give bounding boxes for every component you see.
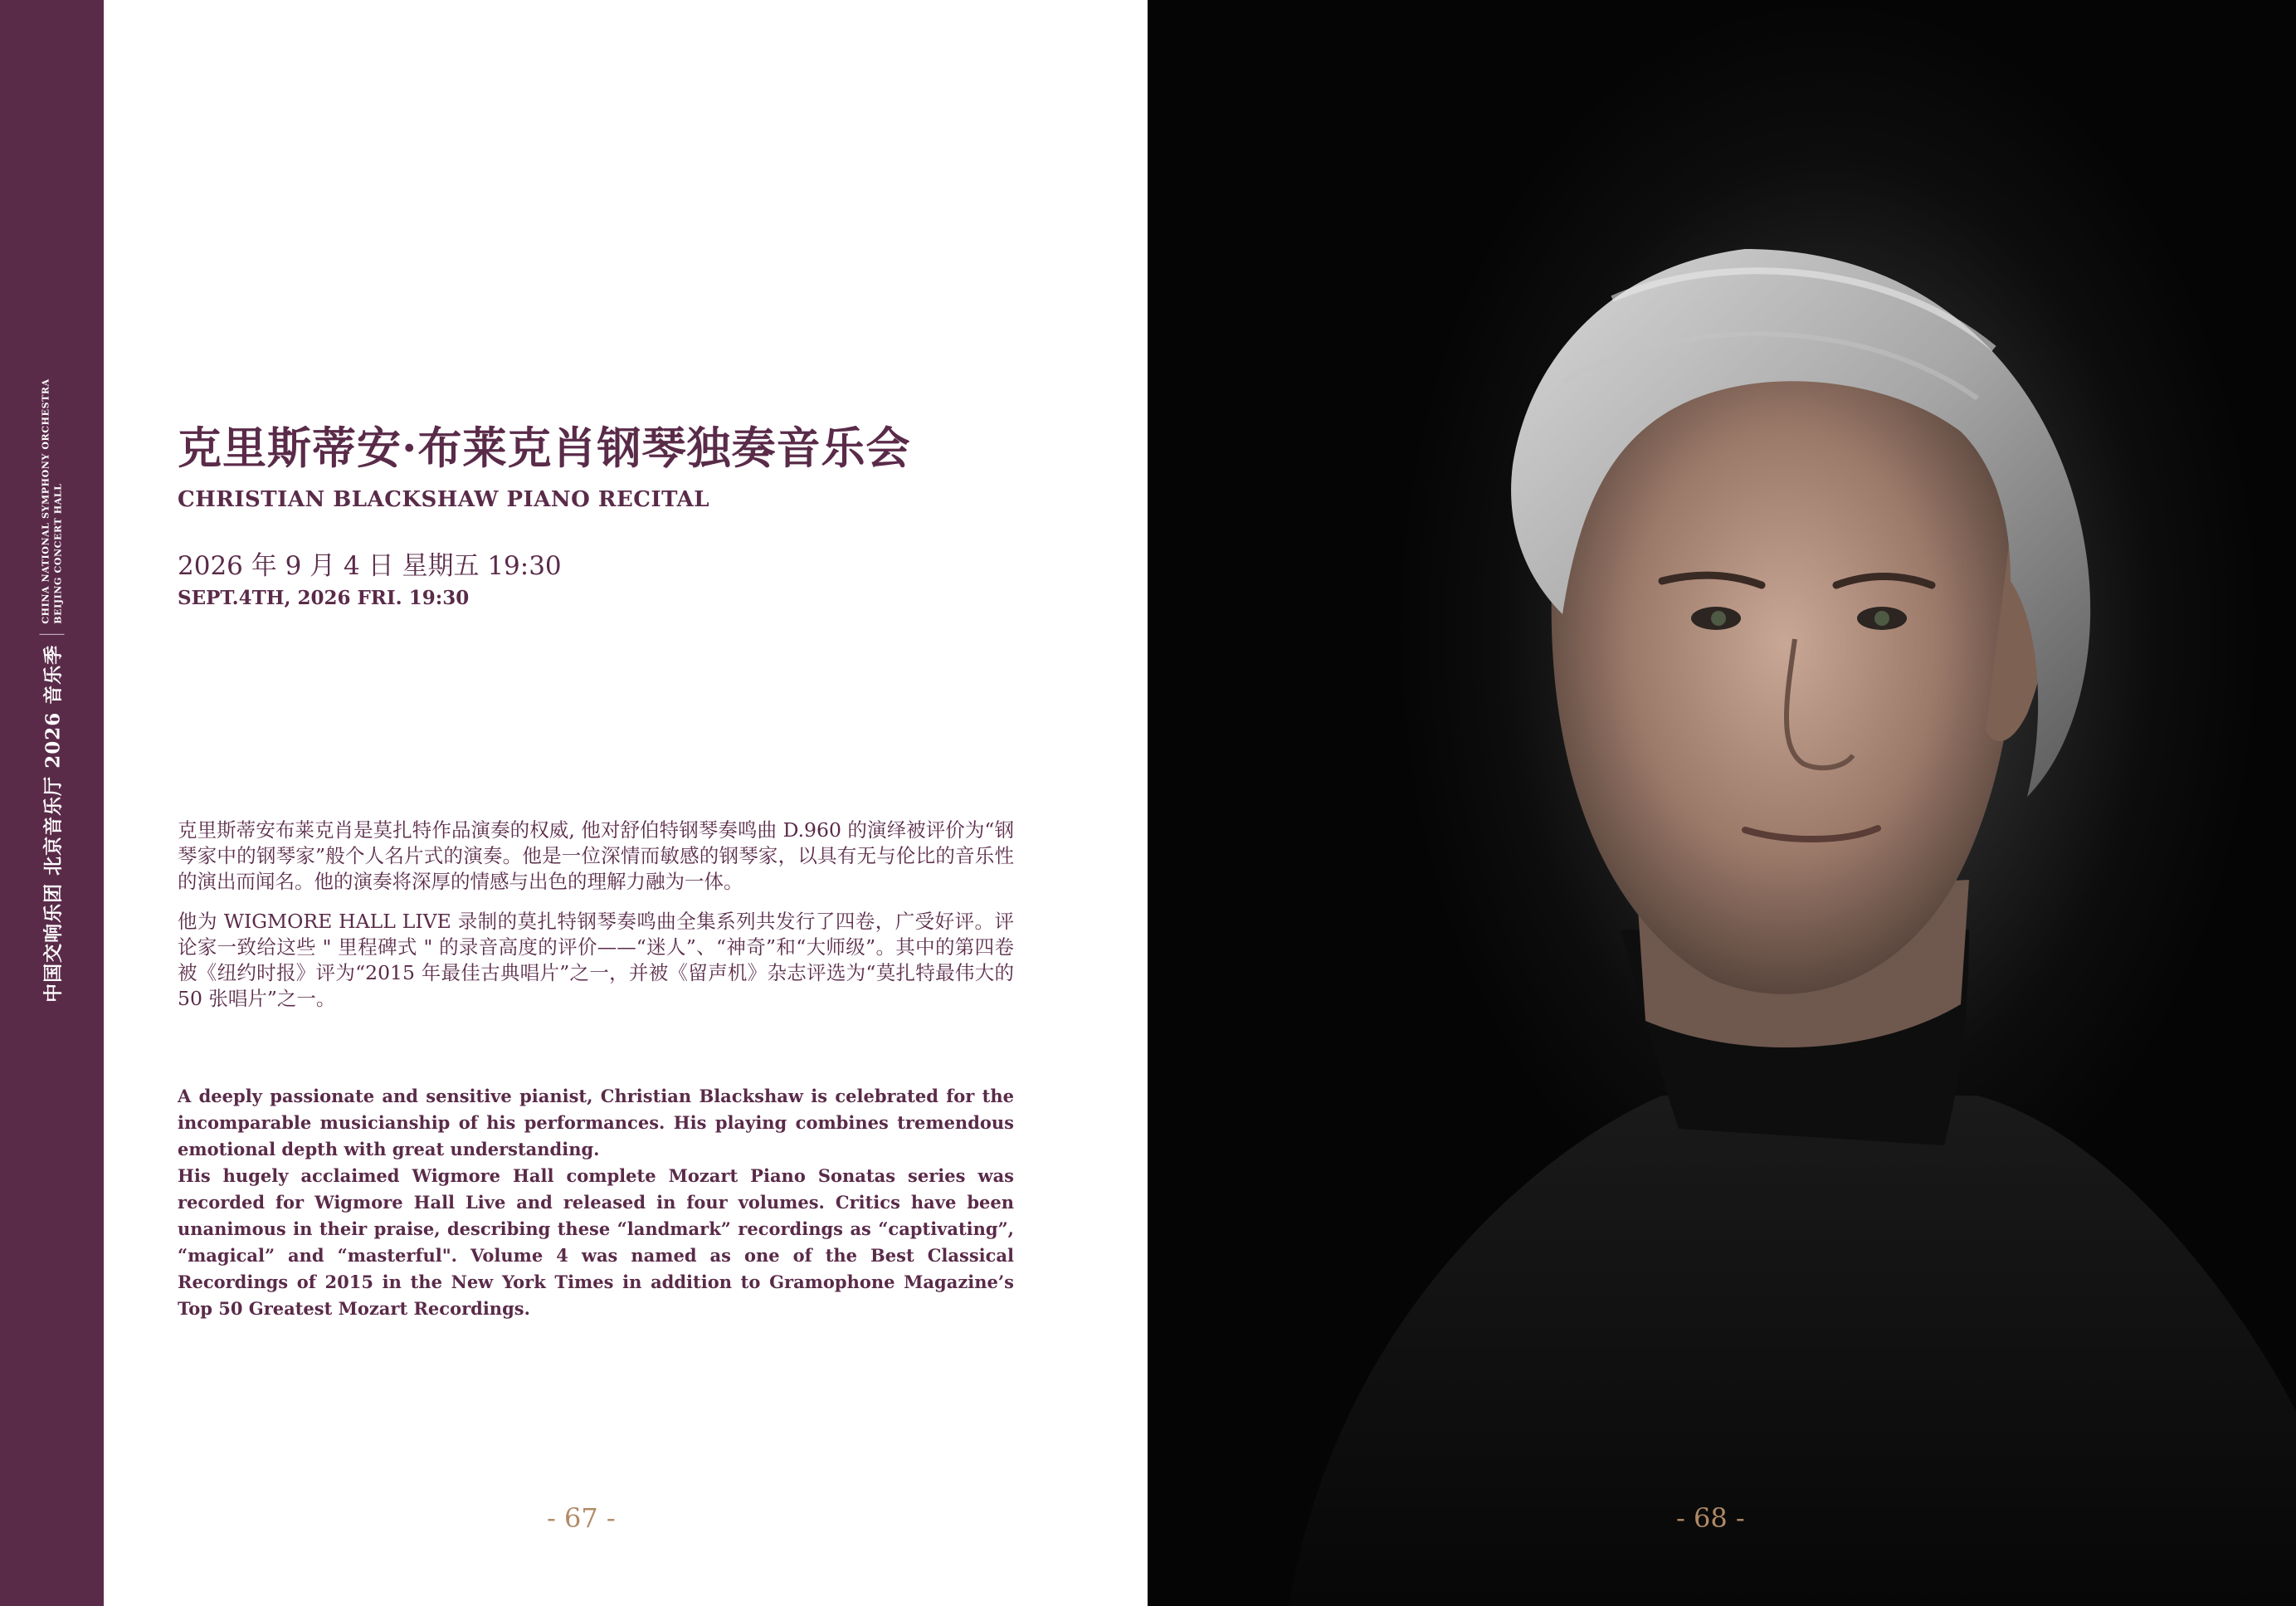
sidebar-en-label — [39, 378, 64, 624]
pianist-portrait — [1148, 0, 2296, 1606]
sidebar-divider — [39, 634, 64, 635]
title-cn: 克里斯蒂安·布莱克肖钢琴独奏音乐会 — [178, 422, 911, 474]
bio-cn-paragraph: 他为 WIGMORE HALL LIVE 录制的莫扎特钢琴奏鸣曲全集系列共发行了四卷，广受好评。评论家一致给这些 " 里程碑式 " 的录音高度的评价——“迷人”、“神奇”和“大师级”。其中的第四卷被《纽约时报》评为“2015 年最佳古典唱片”之一，并被《留声机》杂志评选为“莫扎特最伟大的 50 张唱片”之一。 — [178, 910, 1014, 1010]
page-number-left: - 67 - — [547, 1502, 616, 1534]
left-page — [104, 0, 1148, 1606]
sidebar-en-line1: CHINA NATIONAL SYMPHONY ORCHESTRA — [40, 378, 51, 624]
title-en: CHRISTIAN BLACKSHAW PIANO RECITAL — [178, 487, 710, 512]
bio-cn-paragraph: 克里斯蒂安布莱克肖是莫扎特作品演奏的权威, 他对舒伯特钢琴奏鸣曲 D.960 的演绎被评价为“钢琴家中的钢琴家”般个人名片式的演奏。他是一位深情而敏感的钢琴家，以具有无与伦比的音乐性的演出而闻名。他的演奏将深厚的情感与出色的理解力融为一体。 — [178, 818, 1014, 893]
bio-cn — [178, 818, 1014, 1026]
sidebar-band — [0, 0, 104, 1606]
bio-en-paragraph: A deeply passionate and sensitive pianist, Christian Blackshaw is celebrated for the incomparable musicianship of his performances. His playing combines tremendous emotional depth with great understanding. — [178, 1086, 1014, 1159]
bio-en — [178, 1083, 1014, 1322]
date-en: SEPT.4TH, 2026 FRI. 19:30 — [178, 587, 470, 609]
sidebar-cn-label: 中国交响乐团 北京音乐厅 2026 音乐季 — [41, 644, 65, 1003]
date-cn: 2026 年 9 月 4 日 星期五 19:30 — [178, 551, 562, 581]
sidebar-en-line2: BEIJING CONCERT HALL — [52, 483, 63, 624]
bio-en-paragraph: His hugely acclaimed Wigmore Hall complete Mozart Piano Sonatas series was recorded for Wigmore Hall Live and released in four volumes. Critics have been unanimous in their praise, describing these “landmark” recordings as “captivating”, “magical” and “masterful". Volume 4 was named as one of the Best Classical Recordings of 2015 in the New York Times in addition to Gramophone Magazine’s Top 50 Greatest Mozart Recordings. — [178, 1165, 1014, 1319]
page-number-right: - 68 - — [1676, 1502, 1745, 1534]
portrait-illustration — [1148, 0, 2296, 1606]
